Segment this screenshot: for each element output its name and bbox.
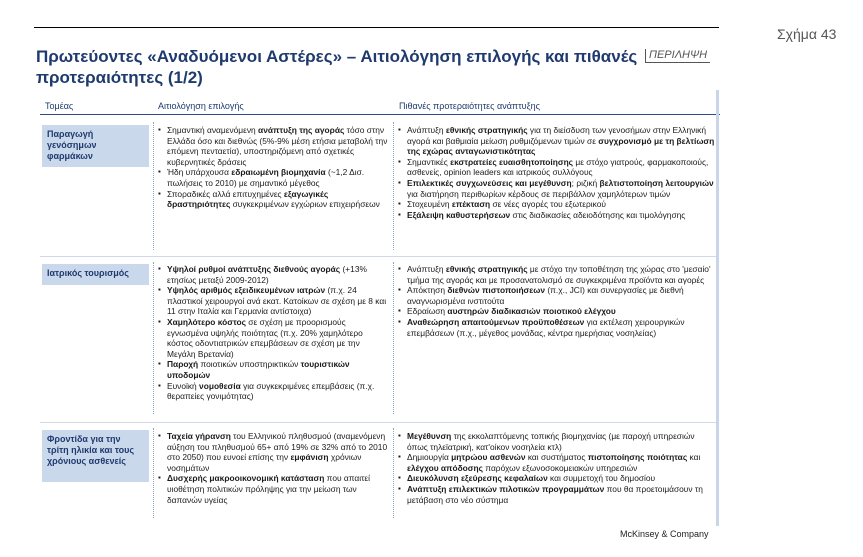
text-run: Δημιουργία	[407, 452, 452, 463]
justification-elderly-care	[158, 431, 388, 505]
right-stripe	[716, 90, 719, 526]
text-run: που απαιτεί υιοθέτηση πολιτικών πρόληψης για την μείωση των δαπανών υγείας	[167, 473, 371, 505]
bullet-item	[158, 264, 388, 285]
text-run: για τη διείσδυση των γενοσήμων στην Ελληνική αγορά και βαθμιαία μείωση ρυθμιζόμενων τιμών σε	[407, 125, 707, 146]
text-run: με στόχο την τοποθέτηση της χώρας στο 'μεσαίο' τμήμα της αγοράς και με προσανατολισμό σε συγκεκριμένα προϊόντα και αγορές	[407, 264, 711, 285]
bold-text: συγχρονισμό με τη βελτίωση της εχώρας ανταγωνιστικότητας	[407, 135, 715, 157]
top-rule	[34, 27, 719, 28]
bullet-list	[158, 264, 388, 402]
bold-text: επέκταση	[451, 199, 491, 210]
bold-text: εθνικής στρατηγικής	[445, 125, 528, 135]
page-title: Πρωτεύοντες «Αναδυόμενοι Αστέρες» – Αιτιολόγηση επιλογής και πιθανές προτεραιότητες (1/2)	[36, 47, 638, 87]
bullet-list	[158, 125, 388, 210]
text-run: στις διαδικασίες αδειοδότησης και τιμολόγησης	[510, 209, 686, 220]
bullet-item	[398, 199, 716, 210]
bold-text: ανάπτυξη της αγοράς	[258, 125, 345, 135]
bold-text: πιστοποίησης ποιότητας	[587, 452, 688, 463]
column-divider	[393, 122, 394, 250]
bold-text: Διευκόλυνση εξεύρεσης κεφαλαίων	[407, 473, 548, 484]
bold-text: Εξάλειψη καθυστερήσεων	[407, 209, 511, 220]
header-priorities: Πιθανές προτεραιότητες ανάπτυξης	[399, 101, 540, 111]
bullet-item	[398, 178, 716, 199]
bullet-item	[398, 264, 716, 285]
bold-text: Αναθεώρηση απαιτούμενων προϋποθέσεων	[407, 316, 585, 327]
header-justification: Αιτιολόγηση επιλογής	[158, 101, 244, 111]
bullet-item	[398, 210, 716, 221]
text-run: ; ριζική	[571, 177, 600, 188]
header-rule	[40, 114, 720, 115]
column-divider	[393, 428, 394, 518]
bold-text: εξαγωγικές δραστηριότητες	[167, 188, 329, 210]
text-run: Ήδη υπάρχουσα	[167, 167, 232, 178]
text-run: με στόχο γιατρούς, φαρμακοποιούς, ασθενείς, opinion leaders και ιατρικούς συλλόγους	[407, 156, 709, 178]
bold-text: Δυσχερής μακροοικονομική κατάσταση	[167, 473, 325, 484]
bullet-item	[398, 484, 716, 505]
bold-text: Παροχή	[167, 359, 199, 370]
sector-generics: Παραγωγή γενόσημων φαρμάκων	[42, 125, 149, 167]
bullet-item	[158, 317, 388, 359]
bullet-item	[158, 125, 388, 167]
column-divider	[153, 428, 154, 518]
justification-generics	[158, 125, 388, 210]
text-run: Απόκτηση	[407, 285, 448, 296]
text-run: Στοχευμένη	[407, 199, 452, 210]
bold-text: διεθνών πιστοποιήσεων	[447, 285, 545, 296]
bullet-item	[398, 306, 716, 317]
bold-text: Υψηλοί ρυθμοί ανάπτυξης διεθνούς αγοράς	[167, 264, 341, 274]
bold-text: Ανάπτυξη επιλεκτικών πιλοτικών προγραμμάτων	[407, 483, 605, 494]
priorities-medical-tourism	[398, 264, 716, 338]
bullet-list	[398, 431, 716, 505]
header-sector: Τομέας	[45, 101, 74, 111]
bullet-item	[398, 157, 716, 178]
bullet-item	[158, 381, 388, 402]
text-run: συγκεκριμένων εγχώριων επιχειρήσεων	[230, 199, 380, 210]
bullet-item	[398, 452, 716, 473]
bold-text: Ταχεία γήρανση	[167, 431, 231, 441]
column-divider	[153, 122, 154, 250]
bold-text: αυστηρών διαδικασιών ποιοτικού ελέγχου	[447, 306, 616, 317]
priorities-elderly-care	[398, 431, 716, 505]
text-run: Ανάπτυξη	[407, 125, 446, 135]
bullet-item	[398, 317, 716, 338]
text-run: (π.χ. 24 πλαστικοί χειρουργοί ανά εκατ. Κατοίκων σε σχέση με 8 και 11 στην Ιταλία και Γερμανία αντίστοιχα)	[167, 285, 387, 317]
bold-text: εθνικής στρατηγικής	[445, 264, 528, 274]
bullet-list	[398, 264, 716, 338]
text-run: της εκκολαπτόμενης τοπικής βιομηχανίας (με παροχή υπηρεσιών όπως τηλεϊατρική, κατ'οίκον νοσηλεία κτλ)	[407, 431, 695, 452]
figure-label: Σχήμα 43	[777, 26, 837, 42]
bullet-list	[158, 431, 388, 505]
text-run: σε νέες αγορές του εξωτερικού	[490, 199, 606, 210]
text-run: Σποραδικές αλλά επιτυχημένες	[167, 188, 284, 199]
summary-link[interactable]: ΠΕΡΙΛΗΨΗ	[645, 49, 710, 63]
row-rule	[40, 422, 716, 423]
bullet-item	[398, 473, 716, 484]
text-run: (~1,2 Δισ. πωλήσεις το 2010) με σημαντικό μέγεθος	[167, 167, 365, 188]
text-run: Σημαντική αναμενόμενη	[167, 125, 259, 135]
text-run: χρόνιων νοσημάτων	[167, 452, 362, 473]
text-run: και συμμετοχή του δημοσίου	[547, 473, 656, 484]
footer-brand: McKinsey & Company	[620, 529, 709, 539]
bold-text: Υψηλός αριθμός εξειδικευμένων ιατρών	[167, 285, 326, 296]
text-run: τόσο στην Ελλάδα όσο και διεθνώς (5%-9% μέση ετήσια μεταβολή την επόμενη πενταετία), υποστηριζόμενη από σχετικές κυβερνητικές δράσεις	[167, 125, 388, 167]
bullet-item	[158, 189, 388, 210]
text-run: για συγκεκριμένες επεμβάσεις (π.χ. θεραπείες γονιμότητας)	[167, 380, 375, 402]
column-divider	[153, 262, 154, 414]
sector-medical-tourism: Ιατρικός τουρισμός	[42, 264, 149, 285]
bold-text: Επιλεκτικές συγχωνεύσεις και μεγέθυνση	[407, 177, 572, 188]
text-run: παρόχων εξωνοσοκομειακών υπηρεσιών	[482, 462, 638, 473]
bullet-item	[398, 285, 716, 306]
text-run: (π.χ., JCI) και συνεργασίες με διεθνή αναγνωρισμένα ινστιτούτα	[407, 285, 684, 306]
bullet-item	[398, 125, 716, 157]
text-run: Ανάπτυξη	[407, 264, 446, 274]
bold-text: Μεγέθυνση	[407, 431, 452, 441]
bullet-list	[398, 125, 716, 220]
column-divider	[393, 262, 394, 414]
bullet-item	[158, 359, 388, 380]
bullet-item	[158, 473, 388, 505]
bullet-item	[158, 167, 388, 188]
text-run: Εδραίωση	[407, 306, 448, 317]
text-run: σε σχέση με προορισμούς εγνωσμένα υψηλής ποιότητας (π.χ. 20% χαμηλότερο κόστος οδοντιατρικών επεμβάσεων σε σχέση με την Μεγάλη Βρετανία)	[167, 316, 363, 359]
text-run: που θα προετοιμάσουν τη μετάβαση στο νέο σύστημα	[407, 483, 703, 505]
bold-text: βελτιστοποίηση λειτουργιών	[599, 177, 714, 188]
text-run: και συστήματος	[525, 452, 588, 463]
row-rule	[40, 256, 716, 257]
bullet-item	[158, 431, 388, 473]
text-run: για εκτέλεση χειρουργικών επεμβάσεων (π.χ., μέγεθος μονάδας, κέντρα ημερήσιας νοσηλείας)	[407, 316, 685, 338]
text-run: (+13% ετησίως μεταξύ 2009-2012)	[167, 264, 367, 285]
text-run: και	[687, 452, 701, 463]
bold-text: εμφάνιση	[290, 452, 329, 463]
priorities-generics	[398, 125, 716, 220]
text-run: ποιοτικών υποστηρικτικών	[198, 359, 301, 370]
bold-text: νομοθεσία	[199, 380, 241, 391]
text-run: Σημαντικές	[407, 156, 451, 167]
sector-elderly-care: Φροντίδα για την τρίτη ηλικία και τους χρόνιους ασθενείς	[42, 430, 149, 482]
text-run: για διατήρηση περιθωρίων κέρδους σε περιβάλλον χαμηλότερων τιμών	[407, 188, 671, 199]
bold-text: Χαμηλότερο κόστος	[167, 316, 246, 327]
bold-text: μητρώου ασθενών	[451, 452, 526, 463]
justification-medical-tourism	[158, 264, 388, 402]
bullet-item	[398, 431, 716, 452]
bold-text: τουριστικών υποδομών	[167, 359, 350, 380]
text-run: του Ελληνικού πληθυσμού (αναμενόμενη αύξηση του πληθυσμού 65+ από 19% σε 32% από το 2010 στο 2050) που ευνοεί επίσης την	[167, 431, 388, 463]
bold-text: εκστρατείες ευαισθητοποίησης	[450, 156, 574, 167]
text-run: Ευνοϊκή	[167, 380, 200, 391]
bold-text: εδραιωμένη βιομηχανία	[231, 167, 326, 178]
bullet-item	[158, 285, 388, 317]
bold-text: ελέγχου απόδοσης	[407, 462, 483, 473]
